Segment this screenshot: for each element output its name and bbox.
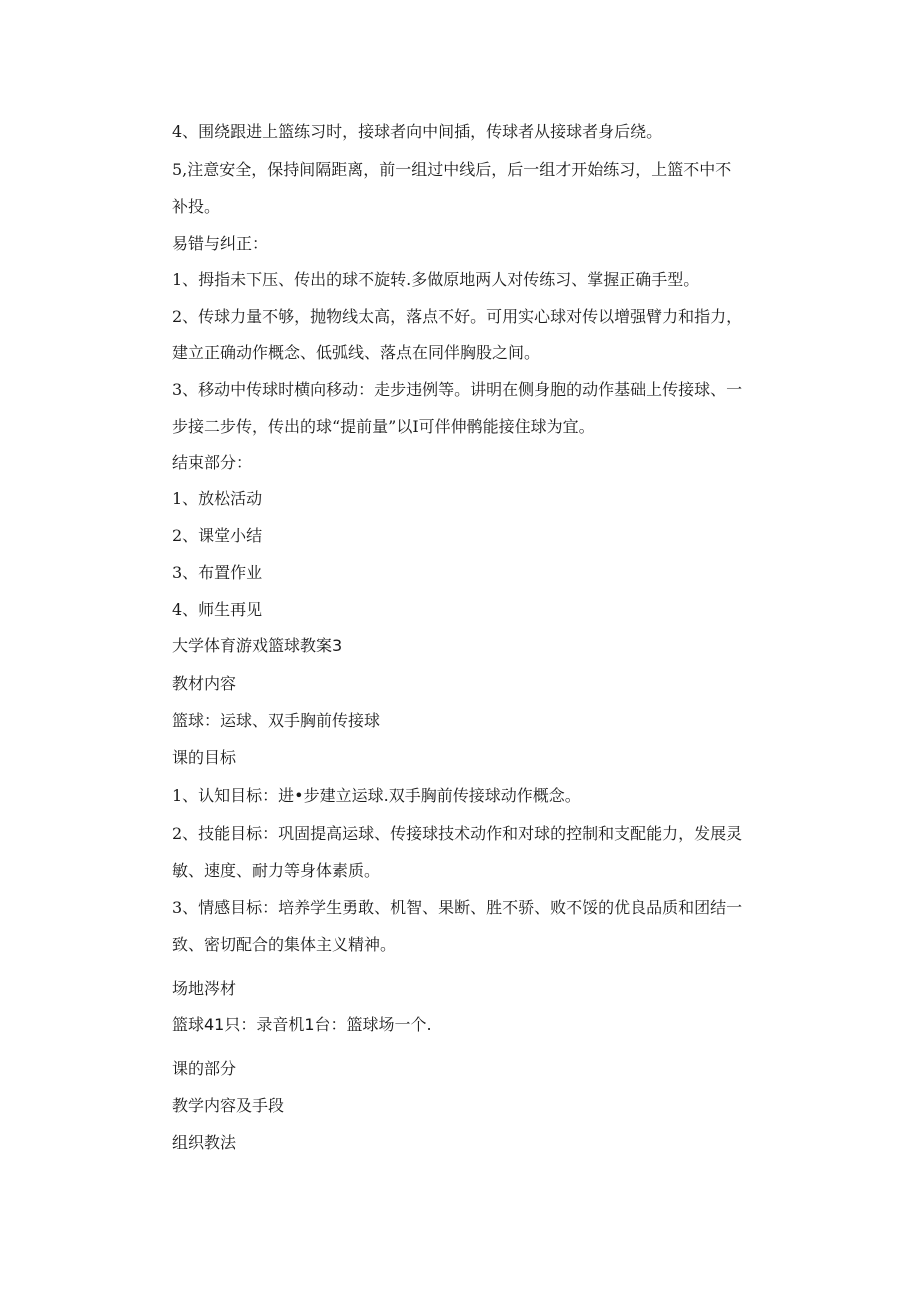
section-heading: 教学内容及手段 bbox=[172, 1096, 285, 1115]
text-line: 敏、速度、耐力等身体素质。 bbox=[172, 861, 381, 880]
section-heading: 课的目标 bbox=[172, 748, 237, 767]
list-item: 3、布置作业 bbox=[172, 563, 263, 582]
document-title: 大学体育游戏篮球教案3 bbox=[172, 636, 343, 655]
text-line: 4、围绕跟进上篮练习时，接球者向中间插，传球者从接球者身后绕。 bbox=[172, 122, 663, 141]
list-item: 2、课堂小结 bbox=[172, 526, 263, 545]
text-line: 步接二步传，传出的球“提前量”以I可伴伸鹘能接住球为宜。 bbox=[172, 417, 595, 436]
text-line: 1、拇指未下压、传出的球不旋转.多做原地两人对传练习、掌握正确手型。 bbox=[172, 270, 700, 289]
section-heading: 组织教法 bbox=[172, 1133, 237, 1152]
text-line: 3、移动中传球时横向移动：走步违例等。讲明在侧身胞的动作基础上传接球、一 bbox=[172, 380, 743, 399]
list-item: 4、师生再见 bbox=[172, 600, 263, 619]
text-line: 2、传球力量不够，抛物线太高，落点不好。可用实心球对传以增强臂力和指力， bbox=[172, 307, 743, 326]
text-line: 致、密切配合的集体主义精神。 bbox=[172, 935, 397, 954]
section-heading: 结束部分： bbox=[172, 453, 253, 472]
text-line: 2、技能目标：巩固提高运球、传接球技术动作和对球的控制和支配能力，发展灵 bbox=[172, 824, 743, 843]
section-heading: 场地涔材 bbox=[172, 979, 237, 998]
section-heading: 课的部分 bbox=[172, 1059, 237, 1078]
text-line: 补投。 bbox=[172, 197, 221, 216]
list-item: 1、放松活动 bbox=[172, 489, 263, 508]
section-heading: 易错与纠正： bbox=[172, 234, 269, 253]
section-heading: 教材内容 bbox=[172, 674, 237, 693]
text-line: 1、认知目标：进•步建立运球.双手胸前传接球动作概念。 bbox=[172, 786, 581, 805]
text-line: 5,注意安全，保持间隔距离，前一组过中线后，后一组才开始练习，上篮不中不 bbox=[172, 160, 732, 179]
text-line: 篮球：运球、双手胸前传接球 bbox=[172, 711, 381, 730]
text-line: 篮球41只：录音机1台：篮球场一个. bbox=[172, 1015, 432, 1034]
text-line: 3、情感目标：培养学生勇敢、机智、果断、胜不骄、败不馁的优良品质和团结一 bbox=[172, 898, 743, 917]
text-line: 建立正确动作概念、低弧线、落点在同伴胸股之间。 bbox=[172, 343, 541, 362]
